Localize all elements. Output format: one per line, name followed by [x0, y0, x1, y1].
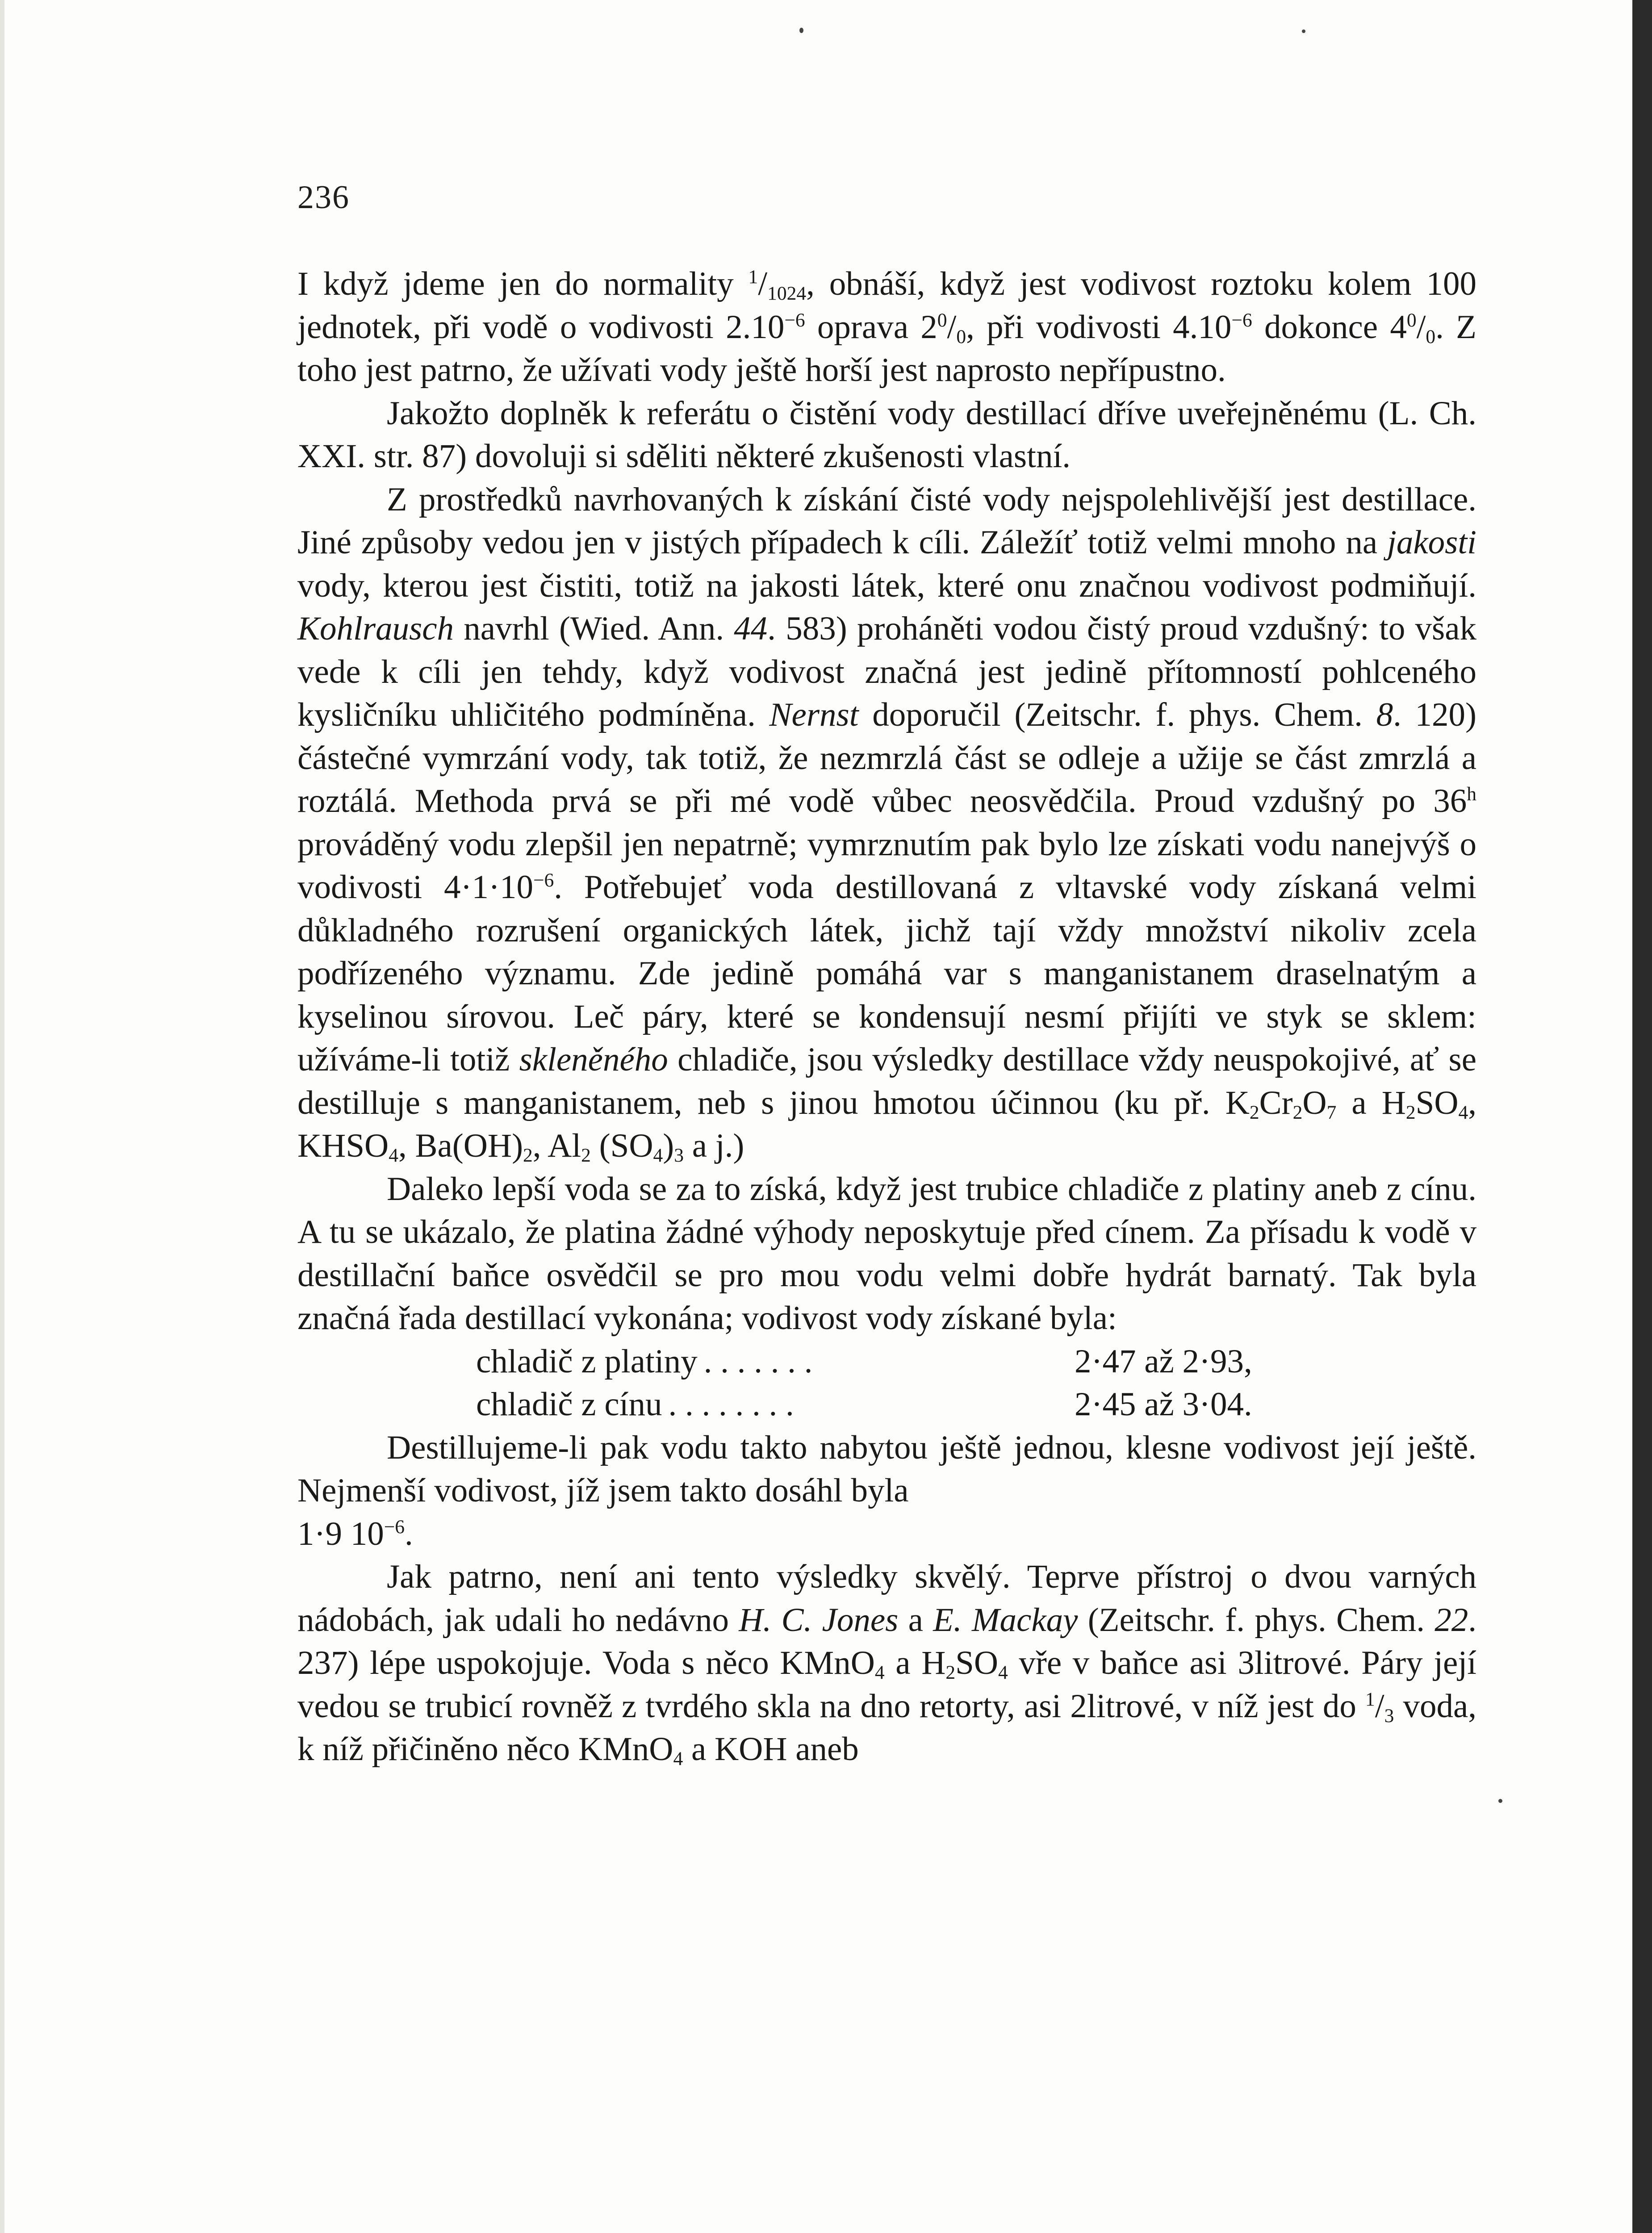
- scan-speck: [1302, 29, 1305, 33]
- text-run: SO: [955, 1644, 998, 1681]
- scan-speck: [1498, 1799, 1502, 1803]
- text-run: 1: [1365, 1688, 1375, 1710]
- text-run: 2: [945, 1661, 956, 1683]
- text-run: Daleko lepší voda se za to získá, když jest trubice chladiče z platiny aneb z cínu. A tu se ukázalo, že platina žádné výhody neposkytuje před cínem. Za přísadu k vodě v destillační baňce osvědčil se pro mou vodu velmi dobře hydrát barnatý. Tak byla značná řada destillací vykonána; vodivost vody získané byla:: [297, 1170, 1476, 1337]
- result-value: 2·47 až 2·93,: [1075, 1342, 1252, 1380]
- text-run: 0: [937, 309, 947, 331]
- page-left-edge: [0, 0, 4, 2233]
- text-run: 2: [1292, 1101, 1303, 1123]
- text-run: Z prostředků navrhovaných k získání čisté vody nejspolehlivější jest destillace. Jiné způsoby vedou jen v jistých případech k cíli. Záležíť totiž velmi mnoho na: [297, 481, 1476, 561]
- text-run: , při vodivosti 4.10: [966, 308, 1232, 346]
- text-run: a: [898, 1601, 933, 1639]
- paragraph: [297, 263, 1476, 392]
- text-run: 2: [523, 1144, 533, 1166]
- text-run: Kohlrausch: [297, 610, 454, 647]
- text-run: −6: [784, 309, 805, 331]
- text-run: /: [947, 308, 957, 346]
- text-run: doporučil (Zeitschr. f. phys. Chem.: [858, 696, 1376, 733]
- text-run: 4: [874, 1661, 885, 1683]
- text-run: ): [663, 1127, 674, 1164]
- page-number: 236: [297, 179, 350, 216]
- distillation-results: [297, 1340, 1476, 1426]
- text-run: /: [1375, 1687, 1384, 1725]
- text-run: , Al: [532, 1127, 581, 1164]
- result-value: 2·45 až 3·04.: [1075, 1386, 1252, 1423]
- text-run: 3: [1384, 1705, 1394, 1727]
- text-run: a KOH aneb: [683, 1731, 859, 1768]
- result-label: chladič z platiny: [476, 1342, 698, 1380]
- text-run: .: [405, 1515, 413, 1552]
- text-run: H. C. Jones: [739, 1601, 899, 1639]
- text-run: −6: [1231, 309, 1252, 331]
- text-run: −6: [533, 869, 554, 891]
- text-run: a H: [1336, 1084, 1406, 1121]
- text-run: 44: [734, 610, 768, 647]
- text-run: E. Mackay: [933, 1601, 1078, 1639]
- text-run: 0: [956, 326, 966, 347]
- text-run: O: [1302, 1084, 1327, 1121]
- text-run: voda, k níž přičiněno něco KMnO: [297, 1687, 1476, 1768]
- text-run: vře v baňce asi 3litrové. Páry její vedou se trubicí rovněž z tvrdého skla na dno retorty, asi 2litrové, v níž jest do: [297, 1644, 1477, 1725]
- text-run: 4: [389, 1144, 398, 1166]
- text-run: , obnáší, když jest vodivost roztoku kolem 100 jednotek, při vodě o vodivosti 2.10: [297, 265, 1476, 346]
- text-run: 4: [653, 1144, 663, 1166]
- paragraph-list: [297, 263, 1476, 1340]
- text-run: dokonce 4: [1252, 308, 1407, 346]
- text-run: h: [1467, 783, 1476, 805]
- text-run: oprava 2: [805, 308, 937, 346]
- paragraph: [297, 1168, 1476, 1340]
- text-run: Nernst: [769, 696, 859, 733]
- text-run: Cr: [1259, 1084, 1293, 1121]
- closing-paragraph: [297, 1556, 1476, 1771]
- text-run: . 237) lépe uspokojuje. Voda s něco KMnO: [297, 1601, 1477, 1681]
- text-run: (SO: [590, 1127, 653, 1164]
- text-run: skleněného: [519, 1041, 668, 1078]
- text-run: , KHSO: [297, 1084, 1476, 1164]
- text-run: 1024: [767, 282, 807, 304]
- body-text: [297, 263, 1476, 1771]
- text-run: 4: [673, 1748, 683, 1769]
- text-run: SO: [1415, 1084, 1459, 1121]
- text-run: Jakožto doplněk k referátu o čistění vody destillací dříve uveřejněnému (L. Ch. XXI. str. 87) dovoluji si sděliti některé zkušenosti vlastní.: [297, 394, 1476, 475]
- text-run: 1·9 10: [297, 1515, 384, 1552]
- result-leader-dots: . . . . . . .: [703, 1342, 813, 1380]
- text-run: 4: [1458, 1101, 1468, 1123]
- text-run: . Potřebujeť voda destillovaná z vltavské vody získaná velmi důkladného rozrušení organických látek, jichž tají vždy množství nikoliv zcela podřízeného významu. Zde jedině pomáhá var s manganistanem draselnatým a kyselinou sírovou. Leč páry, které se kondensují nesmí přijíti ve styk se sklem: užíváme-li totiž: [297, 869, 1476, 1078]
- text-run: Destillujeme-li pak vodu takto nabytou ještě jednou, klesne vodivost její ještě. Nejmenší vodivost, jíž jsem takto dosáhl byla: [297, 1429, 1476, 1509]
- text-run: 7: [1326, 1101, 1337, 1123]
- text-run: 1: [748, 266, 758, 288]
- text-run: /: [758, 265, 768, 302]
- text-run: 8: [1376, 696, 1393, 733]
- page-right-edge: [1632, 0, 1652, 2233]
- result-row: [476, 1383, 1325, 1426]
- result-leader-dots: . . . . . . . .: [668, 1386, 794, 1423]
- scan-speck: [799, 28, 803, 33]
- paragraph-after-results: [297, 1426, 1476, 1513]
- text-run: . 583) proháněti vodou čistý proud vzdušný: to však vede k cíli jen tehdy, když vodivost značná jest jedině přítomností pohlceného kysličníku uhličitého podmíněna.: [297, 610, 1476, 733]
- text-run: (Zeitschr. f. phys. Chem.: [1078, 1601, 1435, 1639]
- text-run: 0: [1406, 309, 1417, 331]
- text-run: 2: [1249, 1101, 1259, 1123]
- text-run: −6: [384, 1516, 405, 1538]
- text-run: 4: [998, 1661, 1008, 1683]
- text-run: chladiče, jsou výsledky destillace vždy neuspokojivé, ať se destilluje s manganistanem, neb s jinou hmotou účinnou (ku př. K: [297, 1041, 1476, 1121]
- text-run: navrhl (Wied. Ann.: [454, 610, 734, 647]
- text-run: 3: [674, 1144, 684, 1166]
- text-run: prováděný vodu zlepšil jen nepatrně; vymrznutím pak bylo lze získati vodu nanejvýš o vodivosti 4·1·10: [297, 825, 1476, 906]
- text-run: jakosti: [1387, 524, 1476, 561]
- text-run: 22: [1435, 1601, 1468, 1639]
- text-run: 2: [1405, 1101, 1416, 1123]
- paragraph: [297, 392, 1476, 478]
- text-run: Jak patrno, není ani tento výsledky skvělý. Teprve přístroj o dvou varných nádobách, jak udali ho nedávno: [297, 1558, 1476, 1639]
- text-run: I když jdeme jen do normality: [297, 265, 749, 302]
- text-run: . Z toho jest patrno, že užívati vody ještě horší jest naprosto nepřípustno.: [297, 308, 1476, 389]
- text-run: a H: [884, 1644, 946, 1681]
- result-label: chladič z cínu: [476, 1386, 662, 1423]
- text-run: 0: [1426, 326, 1436, 347]
- text-run: . 120) částečné vymrzání vody, tak totiž, že nezmrzlá část se odleje a užije se část zmrzlá a roztálá. Methoda prvá se při mé vodě vůbec neosvědčila. Proud vzdušný po 36: [297, 696, 1476, 820]
- minimum-conductivity: [297, 1513, 1476, 1556]
- text-run: vody, kterou jest čistiti, totiž na jakosti látek, které onu značnou vodivost podmiňují.: [297, 567, 1476, 604]
- text-run: , Ba(OH): [398, 1127, 523, 1164]
- paragraph: [297, 478, 1476, 1168]
- text-run: 2: [581, 1144, 591, 1166]
- text-run: a j.): [684, 1127, 744, 1164]
- text-run: /: [1416, 308, 1426, 346]
- result-row: [476, 1340, 1325, 1384]
